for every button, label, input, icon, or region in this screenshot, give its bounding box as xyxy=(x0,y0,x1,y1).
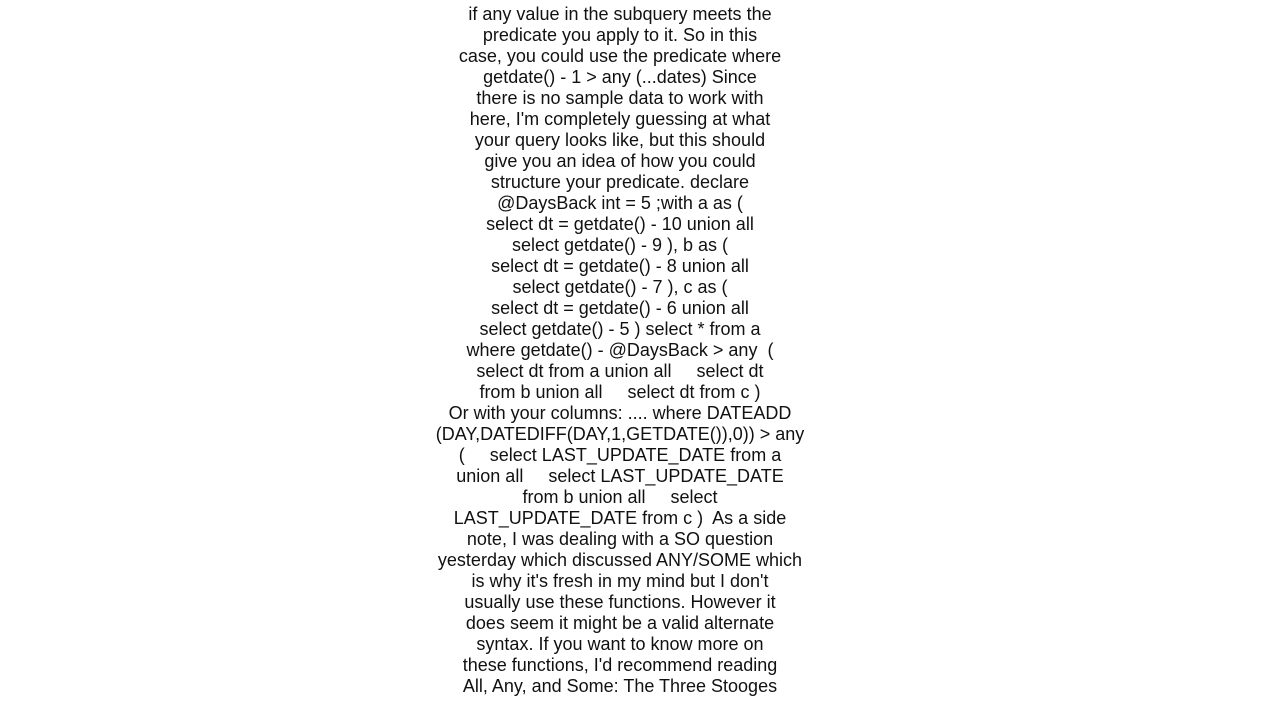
text-line: select dt = getdate() - 10 union all xyxy=(486,214,754,234)
text-line: there is no sample data to work with xyxy=(476,88,764,108)
text-line: ( select LAST_UPDATE_DATE from a xyxy=(458,445,782,465)
text-line: is why it's fresh in my mind but I don't xyxy=(471,571,769,591)
text-line: select getdate() - 5 ) select * from a xyxy=(479,319,761,339)
text-line: does seem it might be a valid alternate xyxy=(465,613,775,633)
text-line: from b union all select dt from c ) xyxy=(479,382,761,402)
text-line: @DaysBack int = 5 ;with a as ( xyxy=(497,193,743,213)
text-column xyxy=(420,4,820,697)
text-line: structure your predicate. declare xyxy=(490,172,750,192)
text-line: predicate you apply to it. So in this xyxy=(482,25,758,45)
text-line: these functions, I'd recommend reading xyxy=(462,655,778,675)
text-line: yesterday which discussed ANY/SOME which xyxy=(437,550,803,570)
text-line: getdate() - 1 > any (...dates) Since xyxy=(483,67,757,87)
text-line: select getdate() - 9 ), b as ( xyxy=(511,235,729,255)
text-line: select getdate() - 7 ), c as ( xyxy=(512,277,728,297)
text-line: select dt from a union all select dt xyxy=(476,361,764,381)
text-line: from b union all select xyxy=(522,487,718,507)
text-line: All, Any, and Some: The Three Stooges xyxy=(462,676,778,696)
text-line: note, I was dealing with a SO question xyxy=(466,529,774,549)
text-line: syntax. If you want to know more on xyxy=(476,634,764,654)
text-line: usually use these functions. However it xyxy=(464,592,776,612)
text-line: if any value in the subquery meets the xyxy=(468,4,772,24)
text-line: LAST_UPDATE_DATE from c ) As a side xyxy=(453,508,787,528)
text-line: (DAY,DATEDIFF(DAY,1,GETDATE()),0)) > any xyxy=(435,424,805,444)
text-line: Or with your columns: .... where DATEADD xyxy=(448,403,792,423)
text-line: union all select LAST_UPDATE_DATE xyxy=(456,466,784,486)
text-line: give you an idea of how you could xyxy=(484,151,756,171)
text-line: where getdate() - @DaysBack > any ( xyxy=(466,340,774,360)
text-line: here, I'm completely guessing at what xyxy=(469,109,771,129)
text-line: your query looks like, but this should xyxy=(474,130,766,150)
text-line: case, you could use the predicate where xyxy=(458,46,782,66)
text-line: select dt = getdate() - 6 union all xyxy=(491,298,749,318)
text-line: select dt = getdate() - 8 union all xyxy=(491,256,749,276)
